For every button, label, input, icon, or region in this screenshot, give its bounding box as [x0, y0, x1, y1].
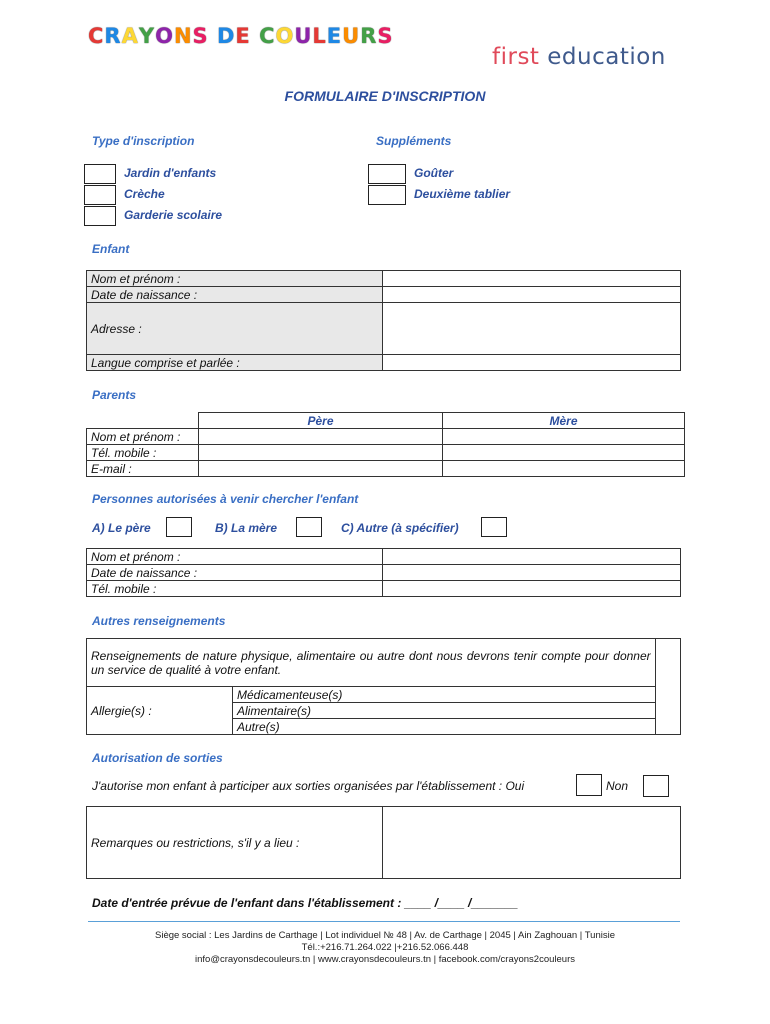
pere-tel-field[interactable]: [199, 445, 443, 461]
enfant-naissance-label: Date de naissance :: [87, 287, 383, 303]
logo-letter: C: [259, 24, 276, 48]
option-jardin-label: Jardin d'enfants: [124, 166, 217, 180]
logo-letter: S: [192, 24, 209, 48]
checkbox-creche[interactable]: [84, 185, 116, 205]
autorisee-tel-field[interactable]: [383, 581, 681, 597]
autorisees-table: [86, 548, 681, 597]
autres-info-field[interactable]: [655, 639, 680, 735]
enfant-heading: Enfant: [92, 242, 130, 256]
option-gouter-label: Goûter: [414, 166, 454, 180]
first-education-logo: [492, 44, 666, 70]
checkbox-tablier[interactable]: [368, 185, 406, 205]
remarques-field[interactable]: [383, 807, 681, 879]
sorties-heading: Autorisation de sorties: [92, 751, 223, 765]
logo-letter: O: [155, 24, 174, 48]
col-pere: Père: [199, 413, 443, 429]
checkbox-oui[interactable]: [576, 774, 602, 796]
option-tablier-label: Deuxième tablier: [414, 187, 511, 201]
pere-nom-field[interactable]: [199, 429, 443, 445]
non-label: Non: [606, 779, 629, 793]
logo-letter: U: [294, 24, 313, 48]
enfant-langue-label: Langue comprise et parlée :: [87, 355, 383, 371]
supplements-heading: Suppléments: [376, 134, 452, 148]
inscription-heading: Type d'inscription: [92, 134, 195, 148]
checkbox-gouter[interactable]: [368, 164, 406, 184]
choice-mere-label: B) La mère: [215, 521, 278, 535]
allergie-medicamenteuse: Médicamenteuse(s): [233, 687, 656, 703]
autorisee-naissance-label: Date de naissance :: [87, 565, 383, 581]
enfant-nom-label: Nom et prénom :: [87, 271, 383, 287]
option-garderie-label: Garderie scolaire: [124, 208, 223, 222]
enfant-adresse-label: Adresse :: [87, 303, 383, 355]
logo-letter: E: [235, 24, 251, 48]
logo-letter: N: [173, 24, 193, 48]
sorties-question: J'autorise mon enfant à participer aux sorties organisées par l'établissement : Oui: [92, 779, 525, 793]
logo-letter: D: [216, 24, 236, 48]
autorisees-heading: Personnes autorisées à venir chercher l'enfant: [92, 492, 359, 506]
logo-letter: R: [104, 24, 122, 48]
checkbox-garderie[interactable]: [84, 206, 116, 226]
checkbox-pere[interactable]: [166, 517, 192, 537]
choice-pere-label: A) Le père: [92, 521, 151, 535]
enfant-adresse-field[interactable]: [383, 303, 681, 355]
remarques-table: [86, 806, 681, 879]
checkbox-jardin[interactable]: [84, 164, 116, 184]
parents-table: [86, 412, 685, 477]
allergie-label: Allergie(s) :: [87, 687, 233, 735]
enfant-langue-field[interactable]: [383, 355, 681, 371]
col-mere: Mère: [443, 413, 685, 429]
parents-nom-label: Nom et prénom :: [87, 429, 199, 445]
allergie-alimentaire: Alimentaire(s): [233, 703, 656, 719]
logo-first-text: first: [492, 44, 540, 70]
logo-letter: A: [121, 24, 139, 48]
crayons-de-couleurs-logo: [88, 24, 394, 48]
logo-letter: C: [88, 24, 105, 48]
mere-tel-field[interactable]: [443, 445, 685, 461]
autorisee-nom-field[interactable]: [383, 549, 681, 565]
footer-address: Siège social : Les Jardins de Carthage | Lot individuel № 48 | Av. de Carthage | 2045 | Ain Zaghouan | Tunisie: [155, 930, 615, 941]
parents-heading: Parents: [92, 388, 137, 402]
remarques-label: Remarques ou restrictions, s'il y a lieu :: [87, 807, 383, 879]
autorisee-naissance-field[interactable]: [383, 565, 681, 581]
enfant-nom-field[interactable]: [383, 271, 681, 287]
mere-email-field[interactable]: [443, 461, 685, 477]
pere-email-field[interactable]: [199, 461, 443, 477]
autres-heading: Autres renseignements: [92, 614, 226, 628]
logo-letter: R: [360, 24, 378, 48]
footer-contacts: info@crayonsdecouleurs.tn | www.crayonsdecouleurs.tn | facebook.com/crayons2couleurs: [195, 954, 575, 965]
allergie-autre: Autre(s): [233, 719, 656, 735]
enfant-table: [86, 270, 681, 371]
logo-letter: U: [342, 24, 361, 48]
logo-letter: L: [312, 24, 327, 48]
option-creche-label: Crèche: [124, 187, 165, 201]
logo-letter: O: [275, 24, 295, 48]
enfant-naissance-field[interactable]: [383, 287, 681, 303]
checkbox-mere[interactable]: [296, 517, 322, 537]
footer-phone: Tél.:+216.71.264.022 |+216.52.066.448: [301, 942, 469, 953]
autres-table: [86, 638, 681, 735]
logo-letter: Y: [138, 24, 156, 48]
logo-letter: S: [377, 24, 394, 48]
autorisee-nom-label: Nom et prénom :: [87, 549, 383, 565]
logo-education-text: education: [539, 44, 666, 70]
parents-tel-label: Tél. mobile :: [87, 445, 199, 461]
autorisee-tel-label: Tél. mobile :: [87, 581, 383, 597]
page-title: FORMULAIRE D'INSCRIPTION: [284, 88, 486, 104]
date-entree: Date d'entrée prévue de l'enfant dans l'établissement : ____ /____ /_______: [92, 896, 519, 910]
footer: [0, 930, 770, 966]
footer-divider: [88, 921, 680, 922]
choice-autre-label: C) Autre (à spécifier): [341, 521, 459, 535]
checkbox-non[interactable]: [643, 775, 669, 797]
mere-nom-field[interactable]: [443, 429, 685, 445]
logo-letter: [251, 24, 259, 48]
logo-letter: E: [326, 24, 343, 48]
checkbox-autre[interactable]: [481, 517, 507, 537]
parents-email-label: E-mail :: [87, 461, 199, 477]
autres-info-label: Renseignements de nature physique, alimentaire ou autre dont nous devrons tenir compte pour donner un service de qualité à votre enfant.: [87, 639, 656, 687]
parents-corner: [87, 413, 199, 429]
logo-letter: [209, 24, 217, 48]
